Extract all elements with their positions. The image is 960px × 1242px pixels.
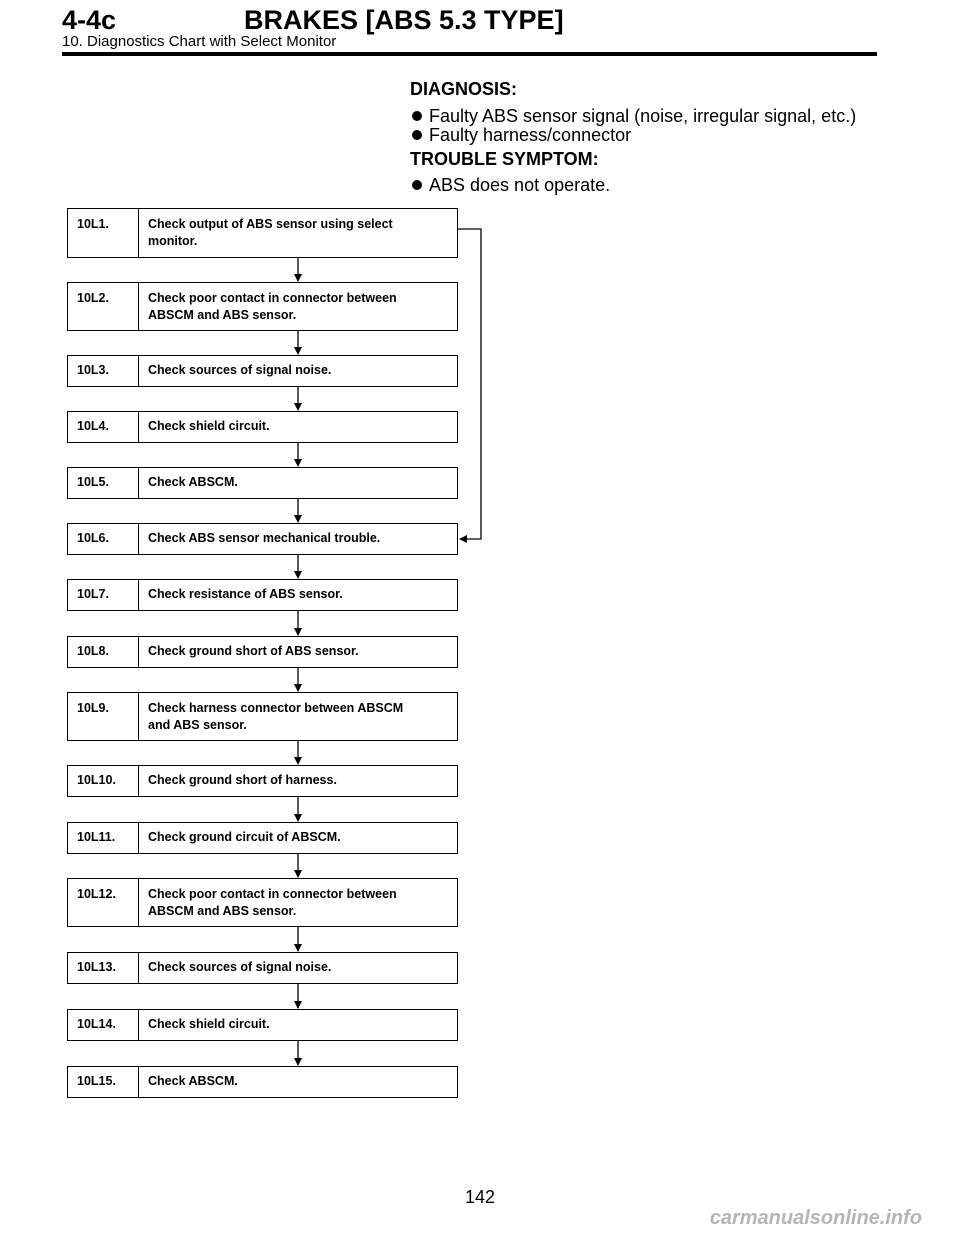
- flow-step-2: [67, 282, 458, 331]
- step-divider: [138, 823, 139, 853]
- flow-step-9: [67, 692, 458, 741]
- step-divider: [138, 1067, 139, 1097]
- step-divider: [138, 283, 139, 330]
- step-text: Check harness connector between ABSCM and ABS sensor.: [148, 701, 404, 732]
- page-number: 142: [464, 1187, 496, 1207]
- step-code: 10L2.: [77, 291, 109, 305]
- step-divider: [138, 953, 139, 983]
- flow-step-12: [67, 878, 458, 927]
- step-text: Check ABSCM.: [148, 475, 238, 489]
- step-code: 10L13.: [77, 960, 116, 974]
- step-divider: [138, 879, 139, 926]
- flow-step-6: [67, 523, 458, 555]
- trouble-symptom-heading: TROUBLE SYMPTOM:: [410, 149, 599, 169]
- step-code: 10L3.: [77, 363, 109, 377]
- step-code: 10L10.: [77, 773, 116, 787]
- step-divider: [138, 356, 139, 386]
- step-divider: [138, 209, 139, 257]
- section-number: 4-4c: [62, 5, 117, 35]
- step-divider: [138, 637, 139, 667]
- step-code: 10L8.: [77, 644, 109, 658]
- bypass-arrow: [458, 229, 481, 539]
- flow-step-14: [67, 1009, 458, 1041]
- step-text: Check ground circuit of ABSCM.: [148, 830, 341, 844]
- flow-step-10: [67, 765, 458, 797]
- diagnosis-item-text: Faulty ABS sensor signal (noise, irregular signal, etc.): [429, 106, 857, 126]
- step-code: 10L14.: [77, 1017, 116, 1031]
- step-divider: [138, 1010, 139, 1040]
- step-divider: [138, 412, 139, 442]
- step-text: Check poor contact in connector between ABSCM and ABS sensor.: [148, 291, 397, 322]
- flow-step-5: [67, 467, 458, 499]
- flow-step-3: [67, 355, 458, 387]
- step-code: 10L15.: [77, 1074, 116, 1088]
- flow-step-13: [67, 952, 458, 984]
- flow-step-1: [67, 208, 458, 258]
- step-code: 10L11.: [77, 830, 116, 844]
- diagnosis-item-text: Faulty harness/connector: [429, 125, 632, 145]
- step-text: Check resistance of ABS sensor.: [148, 587, 343, 601]
- step-text: Check ABSCM.: [148, 1074, 238, 1088]
- step-text: Check output of ABS sensor using select monitor.: [148, 217, 393, 248]
- step-text: Check poor contact in connector between ABSCM and ABS sensor.: [148, 887, 397, 918]
- watermark: carmanualsonline.info: [709, 1207, 922, 1229]
- step-code: 10L1.: [77, 217, 109, 231]
- section-subtitle: 10. Diagnostics Chart with Select Monitor: [62, 33, 337, 50]
- step-text: Check sources of signal noise.: [148, 960, 332, 974]
- step-code: 10L12.: [77, 887, 116, 901]
- step-text: Check shield circuit.: [148, 1017, 270, 1031]
- step-text: Check ground short of harness.: [148, 773, 337, 787]
- step-divider: [138, 580, 139, 610]
- flow-step-7: [67, 579, 458, 611]
- step-text: Check sources of signal noise.: [148, 363, 332, 377]
- step-divider: [138, 468, 139, 498]
- step-code: 10L9.: [77, 701, 109, 715]
- step-code: 10L6.: [77, 531, 109, 545]
- chapter-title: BRAKES [ABS 5.3 TYPE]: [244, 5, 564, 35]
- diagnosis-heading: DIAGNOSIS:: [410, 79, 518, 99]
- flow-step-15: [67, 1066, 458, 1098]
- step-text: Check shield circuit.: [148, 419, 270, 433]
- step-code: 10L4.: [77, 419, 109, 433]
- step-text: Check ABS sensor mechanical trouble.: [148, 531, 381, 545]
- flow-step-11: [67, 822, 458, 854]
- step-divider: [138, 766, 139, 796]
- step-divider: [138, 693, 139, 740]
- flow-step-8: [67, 636, 458, 668]
- step-code: 10L7.: [77, 587, 109, 601]
- step-divider: [138, 524, 139, 554]
- step-text: Check ground short of ABS sensor.: [148, 644, 359, 658]
- flow-step-4: [67, 411, 458, 443]
- trouble-item-text: ABS does not operate.: [429, 175, 611, 195]
- step-code: 10L5.: [77, 475, 109, 489]
